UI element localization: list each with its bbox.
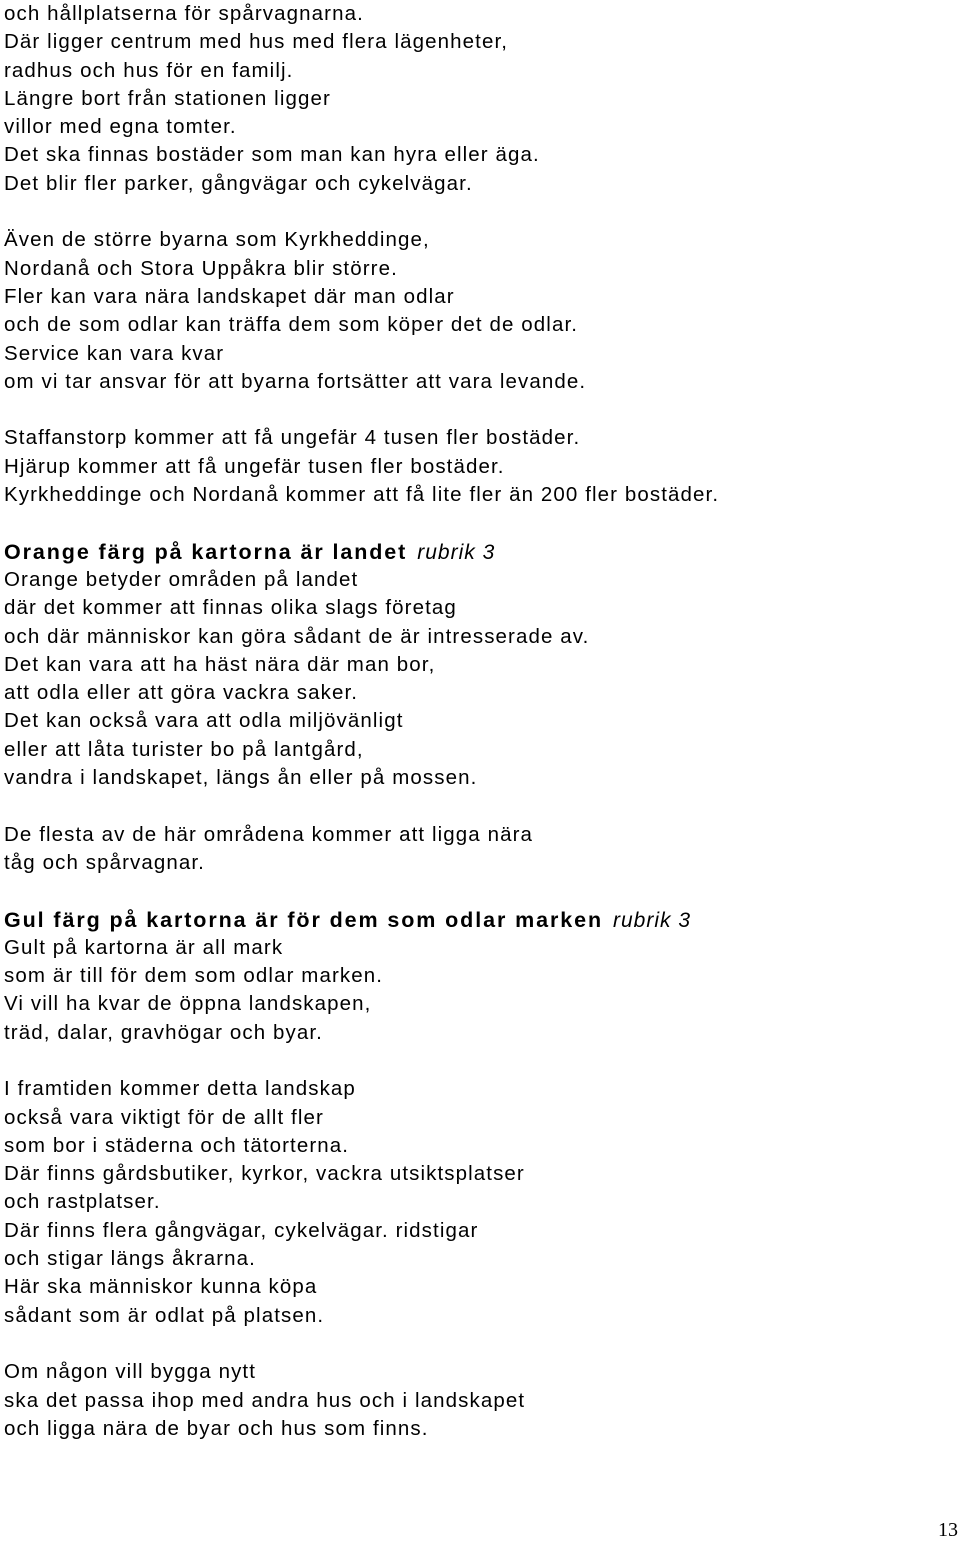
text-line: och hållplatserna för spårvagnarna. (4, 2, 364, 25)
text-line: Det blir fler parker, gångvägar och cykelvägar. (4, 171, 473, 195)
text-line: ska det passa ihop med andra hus och i landskapet (4, 1388, 526, 1412)
paragraph-gap (4, 198, 954, 226)
paragraph (4, 226, 954, 396)
text-line: Det kan vara att ha häst nära där man bor, (4, 652, 436, 676)
text-line: som bor i städerna och tätorterna. (4, 1133, 350, 1157)
paragraph-gap (4, 792, 954, 820)
text-line: där det kommer att finnas olika slags företag (4, 596, 457, 620)
text-line: eller att låta turister bo på lantgård, (4, 737, 364, 761)
text-line: De flesta av de här områdena kommer att ligga nära (4, 822, 534, 846)
text-line: tåg och spårvagnar. (4, 850, 205, 874)
paragraph-gap (4, 877, 954, 905)
text-line: I framtiden kommer detta landskap (4, 1077, 356, 1101)
text-line: Fler kan vara nära landskapet där man odlar (4, 284, 455, 308)
text-line: och ligga nära de byar och hus som finns. (4, 1416, 429, 1440)
paragraph (4, 821, 954, 878)
text-line: som är till för dem som odlar marken. (4, 964, 384, 988)
paragraph (4, 934, 954, 1047)
text-line: Staffanstorp kommer att få ungefär 4 tusen fler bostäder. (4, 426, 581, 450)
text-line: Om någon vill bygga nytt (4, 1360, 257, 1384)
paragraph-gap (4, 396, 954, 424)
text-line: Kyrkheddinge och Nordanå kommer att få lite fler än 200 fler bostäder. (4, 483, 720, 507)
text-line: Nordanå och Stora Uppåkra blir större. (4, 256, 398, 280)
text-line: om vi tar ansvar för att byarna fortsätter att vara levande. (4, 369, 587, 393)
heading-tag: rubrik 3 (417, 540, 496, 564)
text-line: Där finns gårdsbutiker, kyrkor, vackra utsiktsplatser (4, 1162, 525, 1186)
section-heading-gul (4, 906, 954, 934)
text-line: och där människor kan göra sådant de är intresserade av. (4, 624, 590, 648)
text-line: och rastplatser. (4, 1190, 161, 1214)
section-heading-orange (4, 538, 954, 566)
text-line: sådant som är odlat på platsen. (4, 1303, 325, 1327)
text-line: Även de större byarna som Kyrkheddinge, (4, 228, 430, 252)
paragraph (4, 1358, 954, 1443)
text-line: också vara viktigt för de allt fler (4, 1105, 324, 1129)
text-line: Vi vill ha kvar de öppna landskapen, (4, 992, 372, 1016)
paragraph-gap (4, 1330, 954, 1358)
heading-text: Gul färg på kartorna är för dem som odlar marken (4, 907, 603, 932)
text-line: vandra i landskapet, längs ån eller på mossen. (4, 766, 478, 790)
text-line: och stigar längs åkrarna. (4, 1247, 256, 1271)
text-line: Där ligger centrum med hus med flera lägenheter, (4, 30, 509, 54)
text-line: villor med egna tomter. (4, 115, 237, 139)
paragraph (4, 0, 954, 198)
paragraph (4, 1075, 954, 1330)
text-line: Det ska finnas bostäder som man kan hyra eller äga. (4, 143, 540, 167)
text-line: Orange betyder områden på landet (4, 567, 359, 591)
text-line: Gult på kartorna är all mark (4, 935, 284, 959)
heading-text: Orange färg på kartorna är landet (4, 539, 408, 564)
text-line: radhus och hus för en familj. (4, 58, 294, 82)
text-line: och de som odlar kan träffa dem som köper det de odlar. (4, 313, 579, 337)
paragraph (4, 424, 954, 509)
paragraph-gap (4, 1047, 954, 1075)
text-line: Där finns flera gångvägar, cykelvägar. ridstigar (4, 1218, 479, 1242)
heading-tag: rubrik 3 (612, 908, 692, 932)
text-line: Det kan också vara att odla miljövänligt (4, 709, 404, 733)
text-line: Hjärup kommer att få ungefär tusen fler bostäder. (4, 454, 505, 478)
paragraph-gap (4, 509, 954, 537)
paragraph (4, 566, 954, 792)
text-line: träd, dalar, gravhögar och byar. (4, 1020, 323, 1044)
text-line: Längre bort från stationen ligger (4, 86, 331, 110)
text-line: att odla eller att göra vackra saker. (4, 681, 359, 705)
text-line: Service kan vara kvar (4, 341, 225, 365)
text-line: Här ska människor kunna köpa (4, 1275, 318, 1299)
page-number: 13 (938, 1519, 958, 1541)
document-page (4, 0, 954, 1443)
